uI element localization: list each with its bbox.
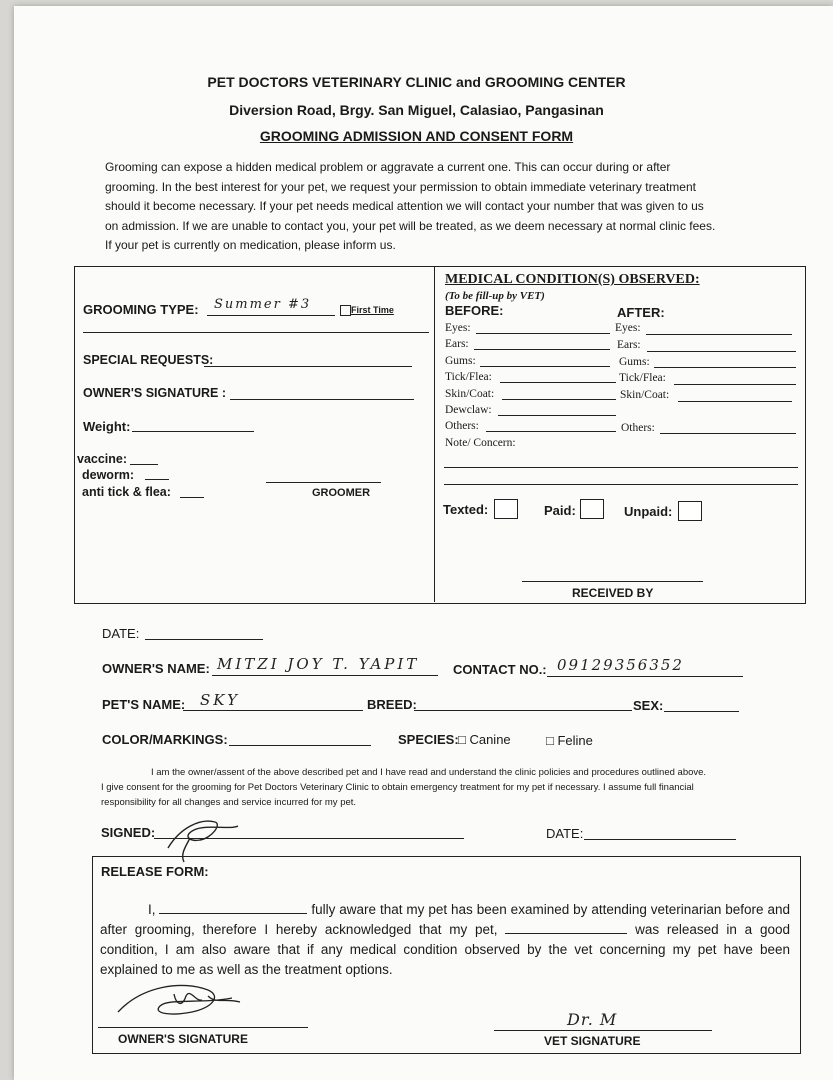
box-divider [434, 267, 435, 602]
before-ears-line[interactable] [474, 349, 610, 350]
medical-title: MEDICAL CONDITION(S) OBSERVED: [445, 272, 700, 287]
species-label: SPECIES: [398, 732, 459, 747]
anti-tick-line[interactable] [180, 497, 204, 498]
pet-name-value[interactable]: SKY [200, 691, 240, 709]
intro-paragraph [105, 158, 750, 256]
color-line[interactable] [229, 745, 371, 746]
vet-initials: Dr. M [567, 1010, 618, 1029]
vaccine-line[interactable] [130, 464, 158, 465]
after-eyes-line[interactable] [646, 334, 792, 335]
before-dewclaw-line[interactable] [498, 415, 616, 416]
weight-label: Weight: [83, 419, 131, 434]
owner-signature-line[interactable] [230, 399, 414, 400]
weight-line[interactable] [132, 431, 254, 432]
texted-label: Texted: [443, 502, 489, 517]
signed-date-line[interactable] [584, 839, 736, 840]
release-text-3: was released in a good condition, I am also aware that if any medical condition observed by the vet concerning my pet have been explained to me as well as the treatment options. [100, 922, 790, 977]
species-feline[interactable]: □ Feline [546, 733, 593, 748]
breed-line[interactable] [414, 710, 632, 711]
intro-line: grooming. In the best interest for your pet, we request your permission to obtain immediate veterinary treatment [105, 179, 696, 194]
before-tick-line[interactable] [500, 382, 616, 383]
unpaid-checkbox[interactable] [678, 501, 702, 521]
owner-signature-label: OWNER'S SIGNATURE : [83, 386, 227, 400]
species-canine[interactable]: □ Canine [458, 732, 511, 747]
before-ears: Ears: [445, 338, 469, 350]
intro-line: Grooming can expose a hidden medical problem or aggravate a current one. This can occur during or after [105, 160, 671, 174]
note-line-2[interactable] [444, 484, 798, 485]
color-label: COLOR/MARKINGS: [102, 732, 228, 747]
after-gums: Gums: [619, 356, 650, 368]
paid-label: Paid: [544, 503, 576, 518]
grooming-type-line [207, 315, 335, 316]
vaccine-label: vaccine: [77, 452, 128, 466]
received-by-label: RECEIVED BY [572, 586, 654, 600]
sex-label: SEX: [633, 698, 664, 713]
pet-name-line [183, 710, 363, 711]
before-tick: Tick/Flea: [445, 371, 492, 383]
after-ears-line[interactable] [647, 351, 796, 352]
after-others: Others: [621, 422, 655, 434]
special-requests-label: SPECIAL REQUESTS: [83, 353, 214, 367]
before-others: Others: [445, 420, 479, 432]
vet-signature-line[interactable] [494, 1030, 712, 1031]
after-tick-line[interactable] [674, 384, 796, 385]
vet-signature-label: VET SIGNATURE [544, 1034, 641, 1048]
release-owner-line[interactable] [98, 1027, 308, 1028]
before-eyes: Eyes: [445, 322, 471, 334]
release-owner-signature-label: OWNER'S SIGNATURE [118, 1032, 248, 1046]
release-text-1: I, [148, 902, 160, 917]
anti-tick-label: anti tick & flea: [82, 485, 171, 499]
owner-name-line [212, 675, 438, 676]
medical-subtitle: (To be fill-up by VET) [445, 290, 545, 302]
contact-value[interactable]: 09129356352 [557, 656, 684, 674]
first-time-label: First Time [351, 305, 394, 315]
contact-line [547, 676, 743, 677]
before-gums-line[interactable] [480, 366, 610, 367]
unpaid-label: Unpaid: [624, 504, 673, 519]
owner-name-label: OWNER'S NAME: [102, 661, 210, 676]
note-line-1[interactable] [444, 467, 798, 468]
sex-line[interactable] [664, 711, 739, 712]
release-title: RELEASE FORM: [101, 864, 209, 879]
form-title: GROOMING ADMISSION AND CONSENT FORM [259, 128, 574, 144]
groomer-line[interactable] [266, 482, 381, 483]
after-ears: Ears: [617, 339, 641, 351]
grooming-type-label: GROOMING TYPE: [83, 302, 199, 317]
release-owner-signature-scribble [112, 978, 262, 1030]
consent-line: responsibility for all changes and service incurred for my pet. [101, 797, 357, 808]
contact-label: CONTACT NO.: [453, 662, 547, 677]
consent-line: I am the owner/assent of the above described pet and I have read and understand the clinic policies and procedures outlined above. [151, 767, 707, 778]
deworm-line[interactable] [145, 479, 169, 480]
owner-name-value[interactable]: MITZI JOY T. YAPIT [217, 655, 420, 673]
clinic-address: Diversion Road, Brgy. San Miguel, Calasiao, Pangasinan [229, 102, 604, 118]
after-eyes: Eyes: [615, 322, 641, 334]
before-eyes-line[interactable] [476, 333, 610, 334]
special-requests-line[interactable] [204, 366, 412, 367]
after-heading: AFTER: [617, 305, 665, 320]
texted-checkbox[interactable] [494, 499, 518, 519]
before-dewclaw: Dewclaw: [445, 404, 492, 416]
release-pet-blank[interactable] [505, 921, 627, 934]
date-line[interactable] [145, 639, 263, 640]
paid-checkbox[interactable] [580, 499, 604, 519]
after-others-line[interactable] [660, 433, 796, 434]
breed-label: BREED: [367, 697, 417, 712]
groomer-label: GROOMER [312, 487, 371, 499]
date-label: DATE: [102, 626, 140, 641]
deworm-label: deworm: [82, 468, 135, 482]
signed-date-label: DATE: [546, 826, 584, 841]
intro-line: on admission. If we are unable to contact you, your pet will be treated, as we deem necessary at normal clinic fees. [105, 218, 716, 233]
after-skin-line[interactable] [678, 401, 792, 402]
clinic-name: PET DOCTORS VETERINARY CLINIC and GROOMING CENTER [207, 74, 626, 90]
after-skin: Skin/Coat: [620, 389, 670, 401]
received-by-line[interactable] [522, 581, 703, 582]
release-text-2: fully aware that my pet has been examined by attending veterinarian before and after grooming, therefore I hereby acknowledged that my pet, [100, 902, 790, 937]
before-skin-line[interactable] [502, 399, 616, 400]
before-heading: BEFORE: [445, 303, 504, 318]
before-gums: Gums: [445, 355, 476, 367]
before-others-line[interactable] [486, 431, 616, 432]
before-skin: Skin/Coat: [445, 388, 495, 400]
consent-line: I give consent for the grooming for Pet Doctors Veterinary Clinic to obtain emergency treatment for my pet if necessary. I assume full financial [101, 782, 694, 793]
after-gums-line[interactable] [654, 367, 796, 368]
note-concern: Note/ Concern: [445, 437, 516, 449]
grooming-extra-line [83, 332, 429, 333]
intro-line: If your pet is currently on medication, please inform us. [105, 238, 396, 253]
after-tick: Tick/Flea: [619, 372, 666, 384]
grooming-type-value[interactable]: Summer #3 [214, 297, 312, 312]
pet-name-label: PET'S NAME: [102, 697, 186, 712]
first-time-checkbox[interactable] [340, 305, 351, 316]
signed-label: SIGNED: [101, 825, 156, 840]
intro-line: should it become necessary. If your pet needs medical attention we will contact your number that was given to us [105, 199, 704, 214]
release-name-blank[interactable] [159, 901, 307, 914]
release-text [100, 900, 790, 980]
